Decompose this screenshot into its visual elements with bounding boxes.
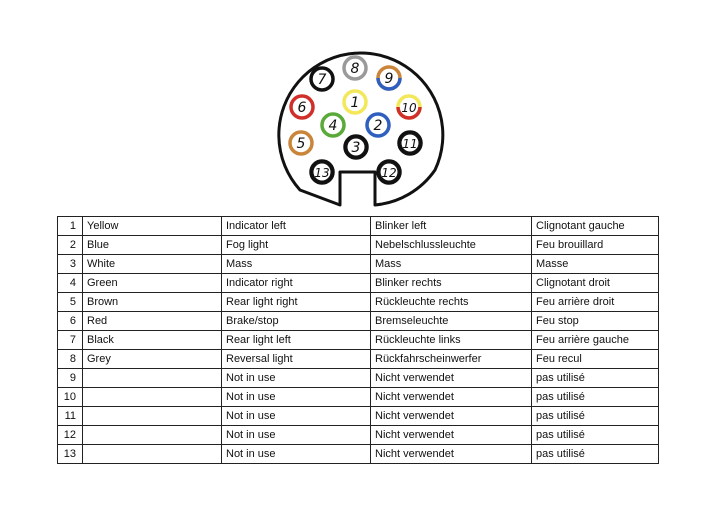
cell-num: 5 [58,293,83,312]
pin-2 [367,114,389,136]
cell-fr: pas utilisé [532,369,659,388]
pin-8 [344,57,366,79]
cell-color: Yellow [83,217,222,236]
pin-label-10: 10 [401,101,417,115]
cell-color: White [83,255,222,274]
cell-num: 11 [58,407,83,426]
pin-label-2: 2 [373,118,383,134]
cell-en: Not in use [222,369,371,388]
cell-color: Green [83,274,222,293]
cell-en: Rear light left [222,331,371,350]
pin-4 [322,114,344,136]
pin-label-8: 8 [350,61,360,77]
pin-label-4: 4 [328,118,338,134]
cell-fr: pas utilisé [532,426,659,445]
cell-en: Rear light right [222,293,371,312]
table-row [58,388,659,407]
table-row [58,407,659,426]
cell-fr: Clignotant droit [532,274,659,293]
pin-5 [290,132,312,154]
pin-label-1: 1 [350,95,360,111]
cell-num: 8 [58,350,83,369]
cell-fr: Feu stop [532,312,659,331]
table-row [58,255,659,274]
pin-assignment-table [57,216,659,464]
cell-fr: Clignotant gauche [532,217,659,236]
cell-fr: pas utilisé [532,407,659,426]
pin-7 [311,68,333,90]
cell-color [83,445,222,464]
pin-label-6: 6 [297,100,307,116]
cell-de: Rückfahrscheinwerfer [371,350,532,369]
table-row [58,369,659,388]
cell-color: Red [83,312,222,331]
cell-en: Indicator right [222,274,371,293]
cell-num: 10 [58,388,83,407]
cell-color [83,426,222,445]
cell-color [83,407,222,426]
table-row [58,236,659,255]
cell-num: 2 [58,236,83,255]
pin-label-12: 12 [381,166,397,180]
cell-de: Nicht verwendet [371,445,532,464]
cell-num: 4 [58,274,83,293]
cell-num: 3 [58,255,83,274]
cell-color [83,369,222,388]
cell-fr: pas utilisé [532,445,659,464]
cell-de: Rückleuchte rechts [371,293,532,312]
cell-color: Blue [83,236,222,255]
table-row [58,274,659,293]
table-row [58,350,659,369]
cell-en: Not in use [222,388,371,407]
pin-12 [378,161,400,183]
table-row [58,426,659,445]
pin-label-3: 3 [351,140,361,156]
cell-de: Bremseleuchte [371,312,532,331]
cell-color: Grey [83,350,222,369]
pin-3 [345,136,367,158]
pin-9 [378,67,400,89]
pin-label-9: 9 [384,71,394,87]
cell-fr: pas utilisé [532,388,659,407]
cell-color: Black [83,331,222,350]
cell-fr: Feu brouillard [532,236,659,255]
pin-label-5: 5 [296,136,306,152]
cell-fr: Feu arrière droit [532,293,659,312]
cell-num: 6 [58,312,83,331]
table-row [58,293,659,312]
cell-de: Nicht verwendet [371,388,532,407]
cell-num: 1 [58,217,83,236]
cell-de: Rückleuchte links [371,331,532,350]
table-row [58,217,659,236]
cell-en: Not in use [222,445,371,464]
cell-en: Indicator left [222,217,371,236]
cell-de: Nicht verwendet [371,426,532,445]
cell-fr: Feu arrière gauche [532,331,659,350]
cell-de: Nicht verwendet [371,369,532,388]
table-row [58,445,659,464]
cell-num: 9 [58,369,83,388]
cell-de: Mass [371,255,532,274]
cell-fr: Masse [532,255,659,274]
cell-color: Brown [83,293,222,312]
cell-de: Nebelschlussleuchte [371,236,532,255]
cell-de: Blinker rechts [371,274,532,293]
cell-de: Blinker left [371,217,532,236]
table-row [58,331,659,350]
cell-num: 13 [58,445,83,464]
cell-en: Fog light [222,236,371,255]
pin-label-13: 13 [314,166,330,180]
cell-de: Nicht verwendet [371,407,532,426]
pin-label-11: 11 [402,137,418,151]
pin-6 [291,96,313,118]
cell-fr: Feu recul [532,350,659,369]
cell-en: Not in use [222,426,371,445]
table-row [58,312,659,331]
pin-13 [311,161,333,183]
cell-num: 12 [58,426,83,445]
cell-en: Reversal light [222,350,371,369]
cell-en: Not in use [222,407,371,426]
cell-num: 7 [58,331,83,350]
pin-1 [344,91,366,113]
cell-color [83,388,222,407]
cell-en: Brake/stop [222,312,371,331]
cell-en: Mass [222,255,371,274]
connector-diagram [0,0,713,215]
pin-11 [399,132,421,154]
pin-10 [398,96,420,118]
pin-label-7: 7 [317,72,327,88]
